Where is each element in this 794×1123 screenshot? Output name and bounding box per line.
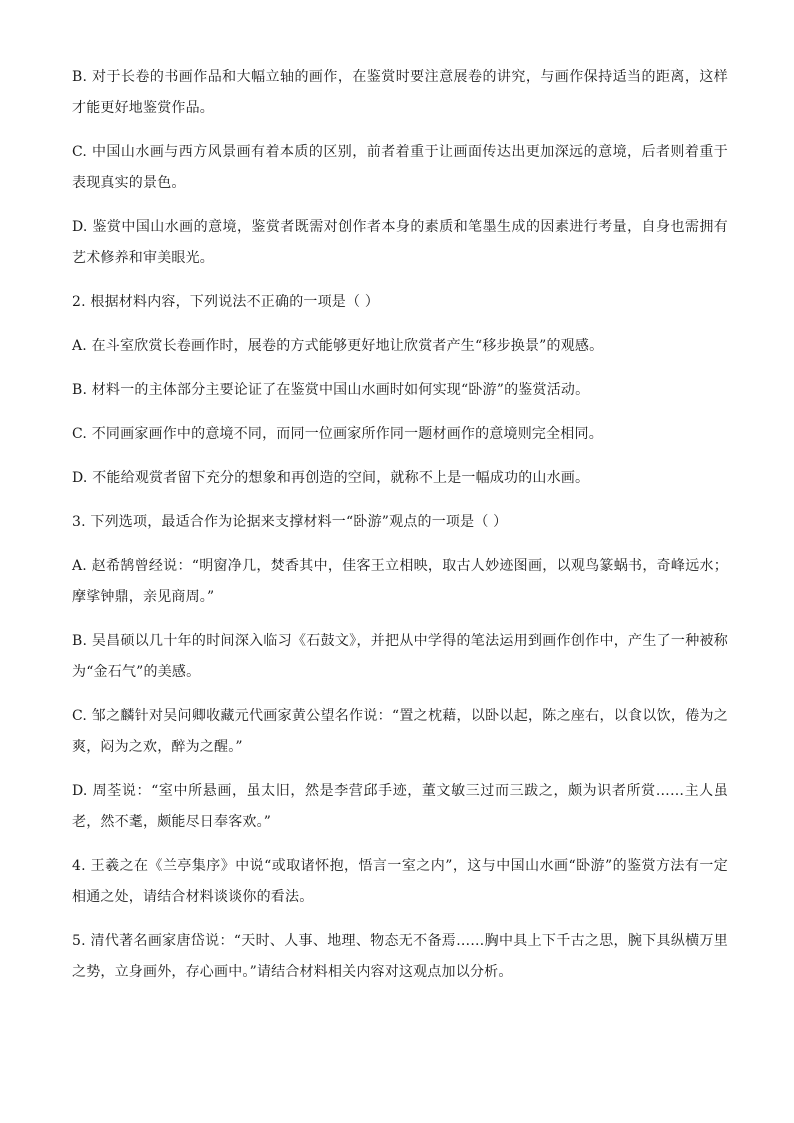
option-1c: C. 中国山水画与西方风景画有着本质的区别，前者着重于让画面传达出更加深远的意境，后者则着重于表现真实的景色。 (72, 144, 728, 191)
question-2: 2. 根据材料内容，下列说法不正确的一项是（ ） (72, 294, 380, 310)
option-3d: D. 周荃说：“室中所悬画，虽太旧，然是李营邱手迹，董文敏三过而三跋之，颇为识者所赏……主人虽老，然不耄，颇能尽日奉客欢。” (72, 783, 728, 830)
option-2a: A. 在斗室欣赏长卷画作时，展卷的方式能够更好地让欣赏者产生“移步换景”的观感。 (72, 338, 604, 354)
question-5: 5. 清代著名画家唐岱说：“天时、人事、地理、物态无不备焉……胸中具上下千古之思，腕下具纵横万里之势，立身画外，存心画中。”请结合材料相关内容对这观点加以分析。 (72, 933, 728, 980)
option-1d: D. 鉴赏中国山水画的意境，鉴赏者既需对创作者本身的素质和笔墨生成的因素进行考量，自身也需拥有艺术修养和审美眼光。 (72, 219, 728, 266)
option-2d: D. 不能给观赏者留下充分的想象和再创造的空间，就称不上是一幅成功的山水画。 (72, 470, 590, 486)
option-3a: A. 赵希鹄曾经说：“明窗净几，焚香其中，佳客王立相映，取古人妙迹图画，以观鸟篆蜗书，奇峰远水；摩挲钟鼎，亲见商周。” (72, 558, 728, 605)
document-page (72, 62, 728, 1001)
option-1b: B. 对于长卷的书画作品和大幅立轴的画作，在鉴赏时要注意展卷的讲究，与画作保持适当的距离，这样才能更好地鉴赏作品。 (72, 69, 728, 116)
option-3c: C. 邹之麟针对吴问卿收藏元代画家黄公望名作说：“置之枕藉，以卧以起，陈之座右，以食以饮，倦为之爽，闷为之欢，醉为之醒。” (72, 708, 728, 755)
option-2c: C. 不同画家画作中的意境不同，而同一位画家所作同一题材画作的意境则完全相同。 (72, 426, 603, 442)
question-4: 4. 王羲之在《兰亭集序》中说“或取诸怀抱，悟言一室之内”，这与中国山水画“卧游”的鉴赏方法有一定相通之处，请结合材料谈谈你的看法。 (72, 858, 728, 905)
question-3: 3. 下列选项，最适合作为论据来支撑材料一“卧游”观点的一项是（ ） (72, 514, 508, 530)
option-2b: B. 材料一的主体部分主要论证了在鉴赏中国山水画时如何实现“卧游”的鉴赏活动。 (72, 382, 590, 398)
option-3b: B. 吴昌硕以几十年的时间深入临习《石鼓文》，并把从中学得的笔法运用到画作创作中，产生了一种被称为“金石气”的美感。 (72, 633, 728, 680)
